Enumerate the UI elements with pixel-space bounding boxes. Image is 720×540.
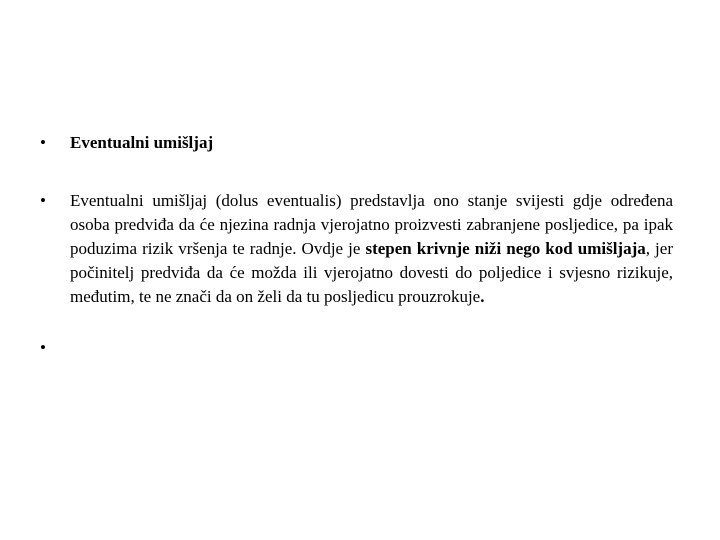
definition-emphasis: stepen krivnje niži nego kod umišljaja <box>365 239 646 258</box>
bullet-point-icon: • <box>40 338 46 357</box>
definition-final-period: . <box>480 287 485 306</box>
bullet-point-icon: • <box>40 191 46 210</box>
bullet-point-icon: • <box>40 133 46 152</box>
definition-text-end: , jer počinitelj predviđa da će možda ili vjerojatno dovesti do poljedice i svjesno rizikuje, međutim, te ne znači da on želi da tu posljedicu prouzrokuje <box>70 239 673 306</box>
bullet-definition-paragraph <box>70 189 673 309</box>
bullet-heading-text: Eventualni umišljaj <box>70 133 214 152</box>
definition-text-start: Eventualni umišljaj (dolus eventualis) predstavlja ono stanje svijesti gdje određena osoba predviđa da će njezina radnja vjerojatno proizvesti zabranjene posljedice, pa ipak poduzima rizik vršenja te radnje. Ovdje je <box>70 191 673 258</box>
